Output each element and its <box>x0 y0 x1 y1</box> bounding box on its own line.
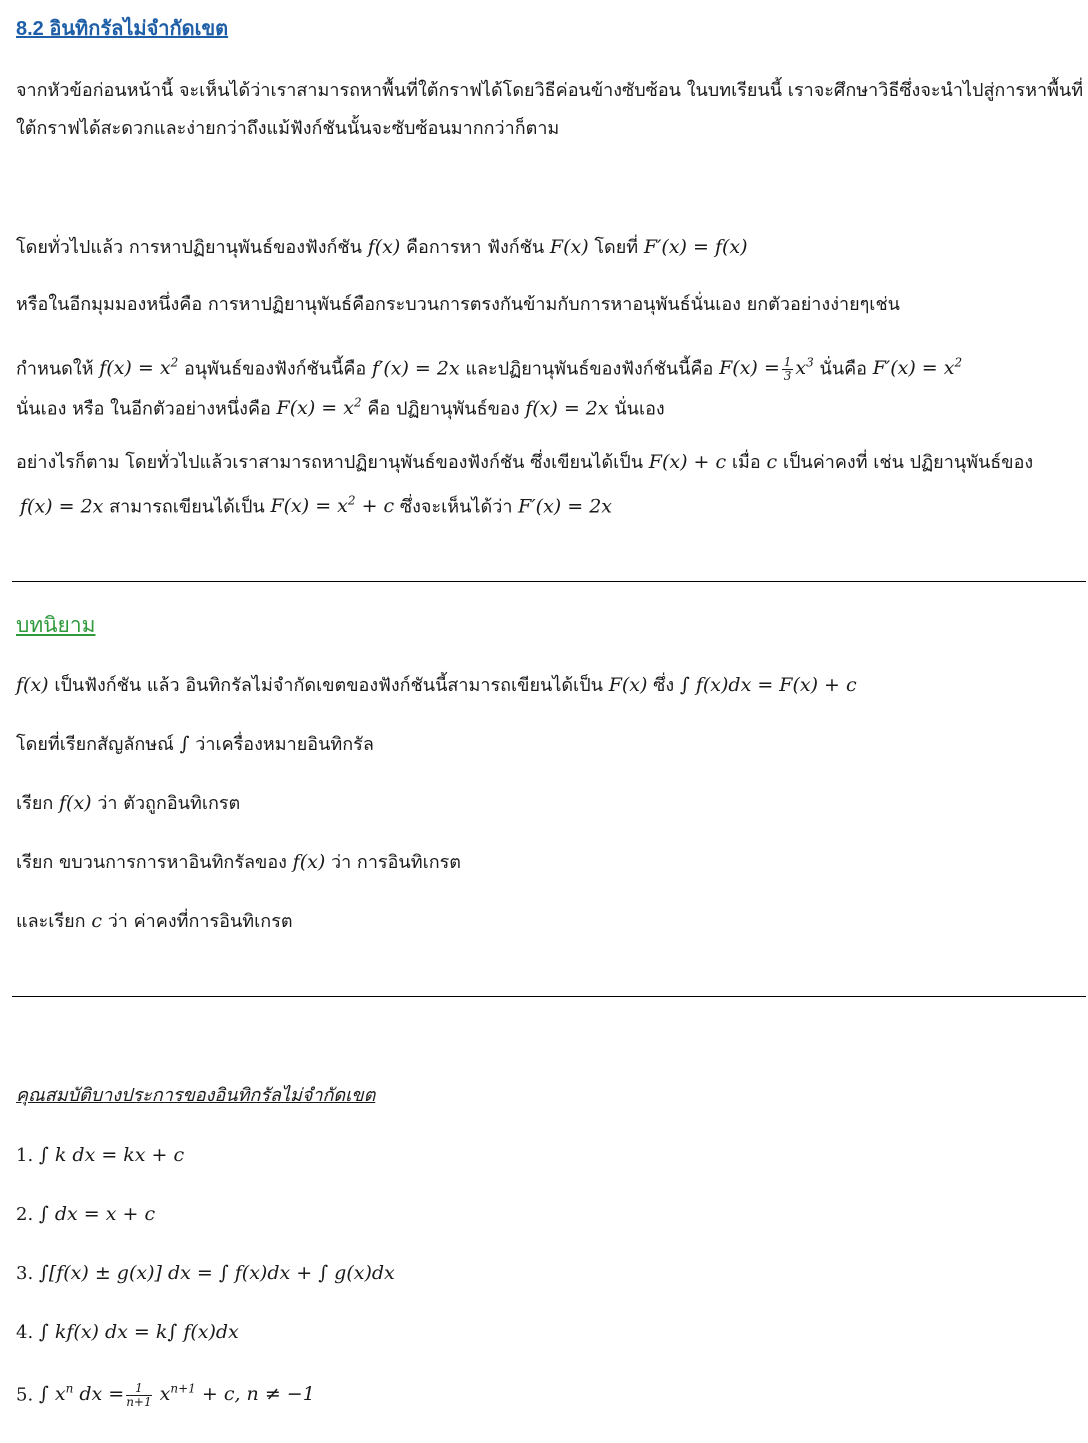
definition-line-5 <box>16 908 1080 935</box>
math-f-of-x: f(x) <box>367 236 401 258</box>
property-formula: ∫[f(x) ± g(x)] dx = ∫ f(x)dx + ∫ g(x)dx <box>38 1262 395 1284</box>
section-title: 8.2 อินทิกรัลไม่จำกัดเขต <box>16 18 229 40</box>
paragraph-inverse-derivative: หรือในอีกมุมมองหนึ่งคือ การหาปฏิยานุพันธ์คือกระบวนการตรงกันข้ามกับการหาอนุพันธ์นั่นเอง ยกตัวอย่างง่ายๆเช่น <box>16 294 900 315</box>
text: เป็นค่าคงที่ เช่น ปฏิยานุพันธ์ของ <box>782 452 1034 473</box>
text: อย่างไรก็ตาม โดยทั่วไปแล้วเราสามารถหาปฏิยานุพันธ์ของฟังก์ชัน ซึ่งเขียนได้เป็น <box>16 452 644 473</box>
math-c: c <box>91 910 102 932</box>
paragraph-example-2 <box>16 390 1080 422</box>
text: คือการหา ฟังก์ชัน <box>406 237 545 258</box>
text: นั่นเอง หรือ ในอีกตัวอย่างหนึ่งคือ <box>16 398 271 420</box>
math-equation: F′(x) = f(x) <box>643 236 748 258</box>
math-f-equals-2x: f(x) = 2x <box>20 495 104 518</box>
paragraph-constant-example <box>20 488 1080 520</box>
property-item <box>16 1260 1080 1287</box>
definition-heading: บทนิยาม <box>16 613 96 637</box>
text: โดยที่ <box>594 237 639 258</box>
math-F-plus-c: F(x) + c <box>648 451 727 473</box>
math-f-of-x: f(x) <box>16 674 49 696</box>
math-F-prime: F′(x) = 2x <box>518 495 612 518</box>
text: ซึ่งจะเห็นได้ว่า <box>399 496 513 518</box>
math-f-of-x: f(x) <box>292 851 326 873</box>
property-item <box>16 1142 1080 1169</box>
property-formula-power-rule: ∫ $x^n$ dx = $\frac{1}{n+1}$ $x^{n+1} + c$, n ≠ −1 <box>38 1380 315 1409</box>
math-f-equals-2x: f(x) = 2x <box>525 397 609 420</box>
property-item <box>16 1201 1080 1228</box>
text: เป็นฟังก์ชัน แล้ว อินทิกรัลไม่จำกัดเขตของฟังก์ชันนี้สามารถเขียนได้เป็น <box>54 675 603 696</box>
math-F-of-x: F(x) <box>549 236 589 258</box>
definition-line-2 <box>16 731 1080 758</box>
text: โดยทั่วไปแล้ว การหาปฏิยานุพันธ์ของฟังก์ชัน <box>16 237 362 258</box>
text: ว่า การอินทิเกรต <box>330 852 461 873</box>
property-number: 2. <box>16 1204 34 1225</box>
paragraph-example-1 <box>16 350 1080 383</box>
property-formula: ∫ k dx = kx + c <box>38 1144 185 1166</box>
property-formula: ∫ dx = x + c <box>38 1203 156 1225</box>
intro-line-1: จากหัวข้อก่อนหน้านี้ จะเห็นได้ว่าเราสามารถหาพื้นที่ใต้กราฟได้โดยวิธีค่อนข้างซับซ้อน ในบทเรียนนี้ เราจะศึกษาวิธีซึ่งจะนำไปสู่การหาพื้นที่ <box>16 80 1084 101</box>
definition-line-1 <box>16 672 1080 699</box>
text: เรียก ขบวนการการหาอินทิกรัลของ <box>16 852 287 873</box>
math-f-of-x: f(x) <box>59 792 92 814</box>
fraction: $\frac{1}{3}$ <box>783 354 792 383</box>
text: สามารถเขียนได้เป็น <box>109 496 265 518</box>
text: ว่า ตัวถูกอินทิเกรต <box>97 793 241 814</box>
property-number: 3. <box>16 1263 34 1284</box>
definition-line-4 <box>16 849 1080 876</box>
math-integral-definition: ∫ f(x)dx = F(x) + c <box>679 674 857 696</box>
property-formula: ∫ kf(x) dx = k∫ f(x)dx <box>38 1321 239 1343</box>
math-derivative: f′(x) = 2x <box>371 357 460 380</box>
definition-line-3 <box>16 790 1080 817</box>
math-F-of-x: F(x) <box>608 674 648 696</box>
text: นั่นเอง <box>614 398 665 420</box>
properties-heading: คุณสมบัติบางประการของอินทิกรัลไม่จำกัดเขต <box>16 1085 376 1106</box>
math-check: $F'(x) = x^2$ <box>872 356 963 380</box>
math-F-equals-x2: $F(x) = x^2$ <box>276 396 362 420</box>
property-number: 4. <box>16 1322 34 1343</box>
text: โดยที่เรียกสัญลักษณ์ <box>16 734 174 755</box>
property-item <box>16 1376 1080 1409</box>
text: และเรียก <box>16 911 86 932</box>
text: และปฏิยานุพันธ์ของฟังก์ชันนี้คือ <box>465 358 714 380</box>
intro-line-2: ใต้กราฟได้สะดวกและง่ายกว่าถึงแม้ฟังก์ชันนั้นจะซับซ้อนมากกว่าก็ตาม <box>16 118 560 139</box>
text: เรียก <box>16 793 54 814</box>
divider <box>12 581 1086 582</box>
text: นั่นคือ <box>819 358 867 380</box>
paragraph-antiderivative-definition <box>16 234 1080 261</box>
text: ว่าเครื่องหมายอินทิกรัล <box>195 734 374 755</box>
math-c: c <box>766 451 778 473</box>
math-antiderivative: F(x) = $\frac{1}{3}$ $x^3$ <box>719 354 814 383</box>
fraction: $\frac{1}{n+1}$ <box>126 1380 152 1409</box>
paragraph-constant <box>16 449 1080 476</box>
math-F-x2-plus-c: $F(x) = x^2 + c$ <box>270 494 395 518</box>
text: อนุพันธ์ของฟังก์ชันนี้คือ <box>183 358 367 380</box>
property-number: 5. <box>16 1384 34 1406</box>
text: ซึ่ง <box>653 675 675 696</box>
integral-sign: ∫ <box>179 733 190 755</box>
divider <box>12 996 1086 997</box>
property-item <box>16 1319 1080 1346</box>
property-number: 1. <box>16 1145 34 1166</box>
text: คือ ปฏิยานุพันธ์ของ <box>367 398 520 420</box>
text: กำหนดให้ <box>16 358 94 380</box>
text: ว่า ค่าคงที่การอินทิเกรต <box>107 911 293 932</box>
math-f-equals-x2: $f(x) = x^2$ <box>99 356 179 380</box>
text: เมื่อ <box>731 452 761 473</box>
